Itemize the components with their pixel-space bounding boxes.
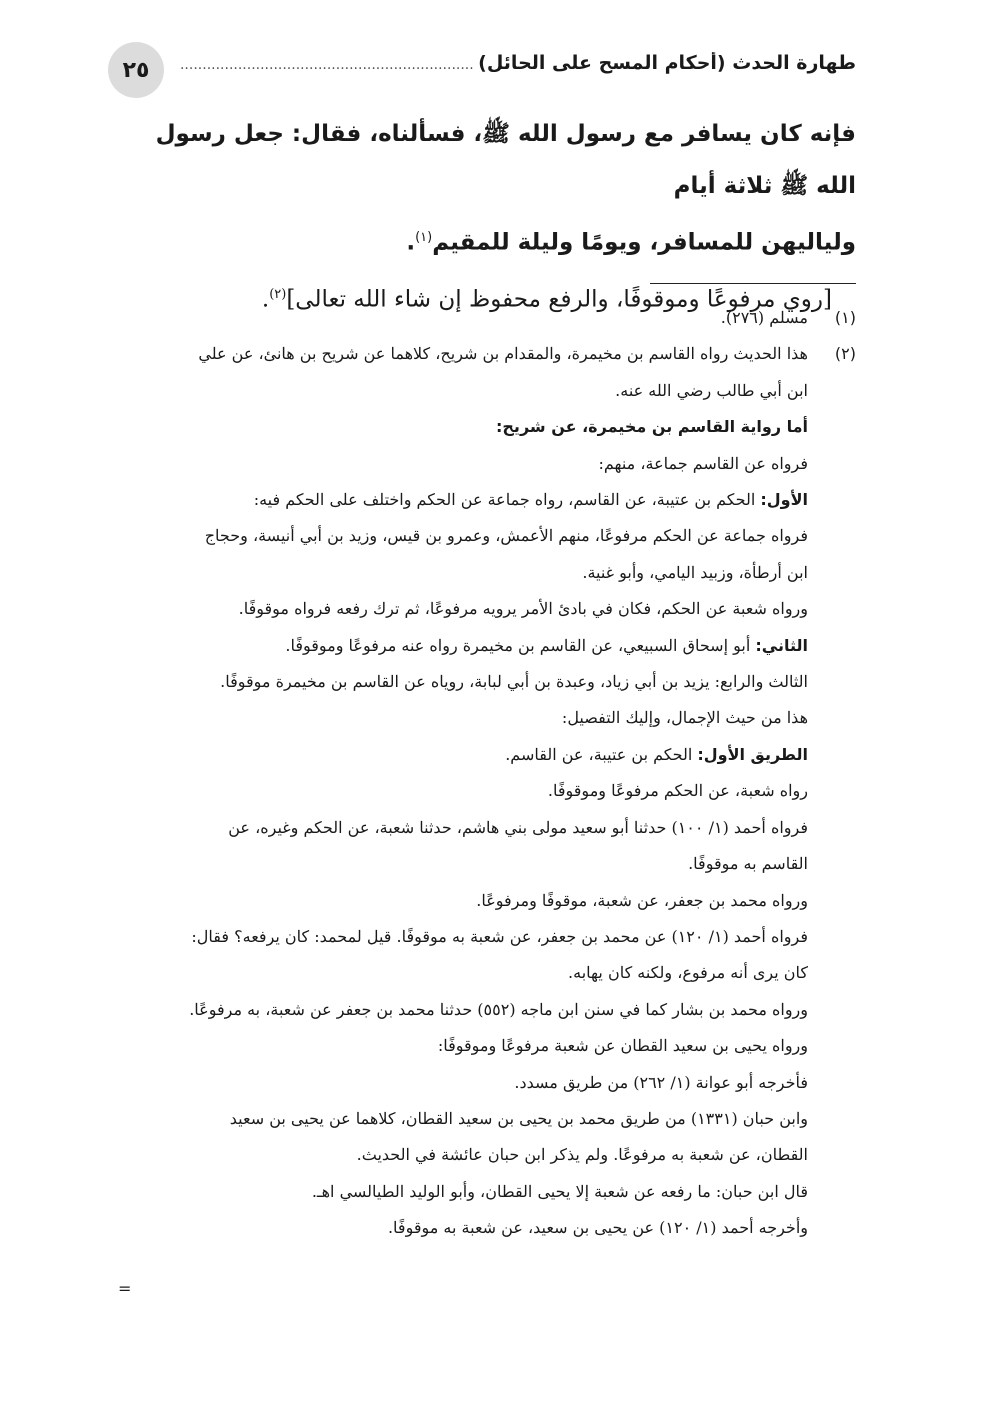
main-line-2: ولياليهن للمسافر، ويومًا وليلة للمقيم$^{(١)}$. xyxy=(406,229,856,256)
footnote-line: هذا الحديث رواه القاسم بن مخيمرة، والمقدام بن شريح، كلاهما عن شريح بن هانئ، عن علي xyxy=(198,344,808,364)
footnote-line: فرواه أحمد (١/ ١٠٠) حدثنا أبو سعيد مولى بني هاشم، حدثنا شعبة، عن الحكم وغيره، عن xyxy=(228,817,808,837)
footnote-line: فرواه أحمد (١/ ١٢٠) عن محمد بن جعفر، عن شعبة به موقوفًا. قيل لمحمد: كان يرفعه؟ فقال: xyxy=(191,926,808,946)
footnote-2 xyxy=(111,336,856,1246)
page-header xyxy=(108,42,856,102)
footnote-line: مسلم (٢٧٦). xyxy=(720,308,808,327)
footnote-line: الثالث والرابع: يزيد بن أبي زياد، وعبدة بن أبي لبابة، روياه عن القاسم بن مخيمرة موقوفًا. xyxy=(220,672,808,692)
footnote-line: القطان، عن شعبة به مرفوعًا. ولم يذكر ابن حبان عائشة في الحديث. xyxy=(356,1145,808,1165)
footnote-subheading: أما رواية القاسم بن مخيمرة، عن شريح: xyxy=(496,417,808,437)
footnotes xyxy=(111,300,856,1247)
footnote-number: (٢) xyxy=(834,344,856,364)
page-number: ٢٥ xyxy=(108,42,164,98)
main-line-3: [روي مرفوعًا وموقوفًا، والرفع محفوظ إن شاء الله تعالى]$^{(٢)}$. xyxy=(261,286,832,313)
footnote-line: رواه شعبة، عن الحكم مرفوعًا وموقوفًا. xyxy=(547,781,808,801)
footnote-line: هذا من حيث الإجمال، وإليك التفصيل: xyxy=(561,708,808,728)
footnote-ref-2[interactable]: (٢) xyxy=(269,286,287,302)
footnote-line: ورواه محمد بن جعفر، عن شعبة، موقوفًا ومرفوعًا. xyxy=(476,890,808,910)
footnote-ref-1[interactable]: (١) xyxy=(415,230,433,245)
footnote-line: الطريق الأول: الحكم بن عتيبة، عن القاسم. xyxy=(505,744,808,764)
footnote-number: (١) xyxy=(834,308,856,327)
footnote-line: فرواه عن القاسم جماعة، منهم: xyxy=(598,453,808,473)
footnote-line: ابن أبي طالب رضي الله عنه. xyxy=(615,380,808,400)
footnote-line: كان يرى أنه مرفوع، ولكنه كان يهابه. xyxy=(568,963,808,983)
running-title: طهارة الحدث (أحكام المسح على الحائل) ..... xyxy=(180,52,856,74)
main-text xyxy=(111,108,856,325)
footnote-line: وابن حبان (١٣٣١) من طريق محمد بن يحيى بن سعيد القطان، كلاهما عن يحيى بن سعيد xyxy=(229,1108,808,1128)
continuation-mark: = xyxy=(118,1279,132,1298)
footnote-line: الأول: الحكم بن عتيبة، عن القاسم، رواه جماعة عن الحكم واختلف على الحكم فيه: xyxy=(253,490,808,510)
main-line-1: فإنه كان يسافر مع رسول الله ﷺ، فسألناه، فقال: جعل رسول الله ﷺ ثلاثة أيام xyxy=(155,121,856,199)
footnote-line: ورواه محمد بن بشار كما في سنن ابن ماجه (٥٥٢) حدثنا محمد بن جعفر عن شعبة، به مرفوعًا. xyxy=(189,999,808,1019)
footnote-line: القاسم به موقوفًا. xyxy=(688,854,808,874)
footnote-line: وأخرجه أحمد (١/ ١٢٠) عن يحيى بن سعيد، عن شعبة به موقوفًا. xyxy=(387,1218,808,1238)
footnote-line: ورواه شعبة عن الحكم، فكان في بادئ الأمر يرويه مرفوعًا، ثم ترك رفعه فرواه موقوفًا. xyxy=(238,599,808,619)
footnote-line: قال ابن حبان: ما رفعه عن شعبة إلا يحيى القطان، وأبو الوليد الطيالسي اهـ. xyxy=(311,1181,808,1201)
footnote-1 xyxy=(111,300,856,336)
footnote-line: ابن أرطأة، وزبيد اليامي، وأبو غنية. xyxy=(582,562,808,582)
footnote-line: الثاني: أبو إسحاق السبيعي، عن القاسم بن مخيمرة رواه عنه مرفوعًا وموقوفًا. xyxy=(285,635,808,655)
footnote-line: فرواه جماعة عن الحكم مرفوعًا، منهم الأعمش، وعمرو بن قيس، وزيد بن أبي أنيسة، وحجاج xyxy=(204,526,808,546)
footnote-line: ورواه يحيى بن سعيد القطان عن شعبة مرفوعًا وموقوفًا: xyxy=(437,1036,808,1056)
footnote-line: فأخرجه أبو عوانة (١/ ٢٦٢) من طريق مسدد. xyxy=(514,1072,808,1092)
footnote-separator xyxy=(650,283,856,284)
